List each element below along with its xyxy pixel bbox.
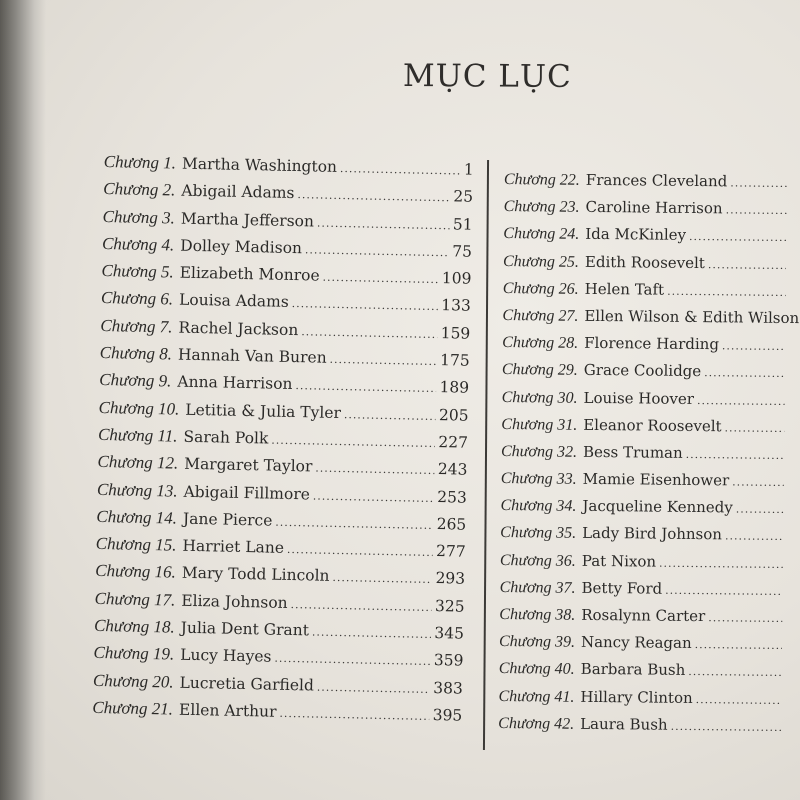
toc-entry xyxy=(499,578,795,608)
page-number: 325 xyxy=(434,596,465,616)
chapter-label: Chương 1. xyxy=(103,152,177,173)
page-number: 175 xyxy=(439,351,470,370)
chapter-title: Jacqueline Kennedy xyxy=(582,497,733,517)
chapter-label: Chương 22. xyxy=(503,170,580,189)
chapter-title: Abigail Adams xyxy=(181,181,295,203)
chapter-title: Lucy Hayes xyxy=(179,646,272,666)
chapter-label: Chương 30. xyxy=(501,388,578,407)
chapter-label: Chương 17. xyxy=(94,588,176,610)
dot-leader xyxy=(665,584,783,598)
toc-entry xyxy=(499,605,795,635)
dot-leader xyxy=(297,188,450,204)
dot-leader xyxy=(313,489,435,505)
page-gutter-shadow xyxy=(0,0,46,800)
chapter-title: Martha Jefferson xyxy=(180,209,315,231)
dot-leader xyxy=(317,680,431,695)
chapter-label: Chương 34. xyxy=(500,497,577,516)
dot-leader xyxy=(317,216,450,232)
chapter-label: Chương 42. xyxy=(498,714,575,733)
dot-leader xyxy=(322,271,438,286)
page-number: 383 xyxy=(433,678,464,698)
page-number: 345 xyxy=(434,624,465,643)
page-number: 243 xyxy=(437,460,468,479)
toc-column-right xyxy=(498,170,800,744)
dot-leader xyxy=(274,652,431,668)
chapter-title: Ellen Arthur xyxy=(178,700,277,721)
chapter-label: Chương 28. xyxy=(502,334,579,352)
chapter-title: Jane Pierce xyxy=(182,509,273,530)
dot-leader xyxy=(329,353,437,368)
page-number: 227 xyxy=(438,433,469,452)
page-number: 51 xyxy=(452,214,473,234)
chapter-label: Chương 14. xyxy=(96,506,178,528)
chapter-label: Chương 38. xyxy=(499,605,576,624)
chapter-label: Chương 26. xyxy=(502,279,579,298)
chapter-title: Pat Nixon xyxy=(581,551,657,571)
dot-leader xyxy=(689,230,786,244)
page-number: 265 xyxy=(436,514,467,534)
chapter-label: Chương 10. xyxy=(98,397,180,419)
chapter-title: Lucretia Garfield xyxy=(179,673,315,695)
page-number: 277 xyxy=(435,542,466,561)
toc-entry xyxy=(502,360,798,390)
chapter-label: Chương 31. xyxy=(501,415,578,434)
dot-leader xyxy=(279,707,429,723)
chapter-label: Chương 5. xyxy=(101,261,174,282)
chapter-title: Eliza Johnson xyxy=(181,591,288,612)
chapter-title: Frances Cleveland xyxy=(585,170,728,191)
dot-leader xyxy=(722,339,785,353)
chapter-title: Letitia & Julia Tyler xyxy=(185,400,342,422)
dot-leader xyxy=(708,258,786,272)
dot-leader xyxy=(686,448,784,462)
toc-entry xyxy=(502,333,798,363)
chapter-title: Harriet Lane xyxy=(182,536,285,558)
toc-entry xyxy=(503,279,799,309)
chapter-label: Chương 36. xyxy=(499,551,576,570)
page-number: 359 xyxy=(433,651,464,670)
chapter-label: Chương 41. xyxy=(498,687,575,706)
chapter-title: Dolley Madison xyxy=(180,236,303,258)
chapter-label: Chương 9. xyxy=(99,370,172,391)
toc-entry xyxy=(498,687,794,717)
page-number: 189 xyxy=(439,378,470,398)
dot-leader xyxy=(332,571,432,586)
chapter-label: Chương 27. xyxy=(502,306,579,325)
toc-entry xyxy=(501,442,797,472)
toc-entry xyxy=(501,415,797,445)
chapter-title: Louise Hoover xyxy=(583,388,695,408)
chapter-title: Bess Truman xyxy=(582,442,683,462)
dot-leader xyxy=(730,176,787,190)
page-number: 395 xyxy=(432,705,463,725)
chapter-label: Chương 24. xyxy=(503,225,580,244)
chapter-title: Margaret Taylor xyxy=(183,455,313,476)
toc-entry xyxy=(500,496,796,526)
dot-leader xyxy=(301,325,438,341)
chapter-title: Nancy Reagan xyxy=(580,633,692,653)
dot-leader xyxy=(287,543,433,559)
toc-entry xyxy=(499,632,795,662)
chapter-title: Abigail Fillmore xyxy=(183,482,311,503)
chapter-label: Chương 40. xyxy=(498,660,575,679)
dot-leader xyxy=(290,598,432,614)
chapter-label: Chương 21. xyxy=(92,697,174,719)
chapter-title: Anna Harrison xyxy=(177,372,293,394)
toc-entry xyxy=(503,252,799,282)
page-number: 293 xyxy=(435,569,466,589)
toc-entry xyxy=(501,469,797,499)
page-number: 133 xyxy=(441,296,472,316)
toc-entry xyxy=(500,551,796,581)
chapter-label: Chương 7. xyxy=(100,315,173,337)
dot-leader xyxy=(708,611,782,625)
chapter-label: Chương 6. xyxy=(100,288,174,309)
chapter-title: Edith Roosevelt xyxy=(584,252,705,272)
chapter-title: Helen Taft xyxy=(584,279,665,299)
dot-leader xyxy=(726,204,787,218)
chapter-title: Hannah Van Buren xyxy=(177,345,327,367)
chapter-label: Chương 11. xyxy=(97,424,178,446)
chapter-label: Chương 2. xyxy=(103,179,176,200)
dot-leader xyxy=(732,475,784,489)
chapter-title: Grace Coolidge xyxy=(583,361,702,381)
page-title: MỤC LỤC xyxy=(402,58,572,95)
toc-entry xyxy=(501,387,797,417)
page-number: 159 xyxy=(440,323,471,343)
chapter-title: Florence Harding xyxy=(584,333,720,354)
chapter-title: Caroline Harrison xyxy=(585,198,723,218)
dot-leader xyxy=(696,693,782,707)
chapter-label: Chương 25. xyxy=(502,252,580,271)
page-number: 25 xyxy=(453,187,474,207)
chapter-title: Hillary Clinton xyxy=(580,687,693,707)
dot-leader xyxy=(736,503,784,516)
page-number: 75 xyxy=(452,242,473,261)
toc-entry xyxy=(503,224,799,254)
dot-leader xyxy=(697,394,785,408)
dot-leader xyxy=(312,626,432,641)
chapter-title: Martha Washington xyxy=(181,154,338,176)
chapter-label: Chương 4. xyxy=(101,233,175,255)
chapter-title: Elizabeth Monroe xyxy=(179,263,320,285)
chapter-title: Rosalynn Carter xyxy=(581,605,706,626)
dot-leader xyxy=(340,162,461,178)
dot-leader xyxy=(315,462,435,477)
page-number: 253 xyxy=(437,487,468,507)
page-number: 205 xyxy=(438,405,469,425)
chapter-label: Chương 19. xyxy=(93,643,175,664)
chapter-title: Ellen Wilson & Edith Wilson xyxy=(584,306,800,328)
chapter-label: Chương 23. xyxy=(503,198,580,216)
dot-leader xyxy=(688,665,782,679)
page-number: 1 xyxy=(463,160,474,179)
toc-column-left xyxy=(92,152,474,733)
dot-leader xyxy=(275,516,434,532)
chapter-label: Chương 37. xyxy=(499,578,576,597)
chapter-label: Chương 16. xyxy=(95,561,177,583)
chapter-title: Louisa Adams xyxy=(178,291,289,312)
chapter-label: Chương 15. xyxy=(95,534,177,555)
chapter-title: Mamie Eisenhower xyxy=(582,469,730,490)
chapter-label: Chương 8. xyxy=(99,343,173,364)
chapter-label: Chương 35. xyxy=(500,524,577,543)
chapter-label: Chương 3. xyxy=(102,206,176,228)
chapter-title: Mary Todd Lincoln xyxy=(181,564,330,586)
dot-leader xyxy=(704,366,785,380)
chapter-title: Eleanor Roosevelt xyxy=(583,415,722,435)
chapter-label: Chương 29. xyxy=(501,361,578,380)
chapter-label: Chương 20. xyxy=(92,670,174,692)
chapter-title: Laura Bush xyxy=(580,714,668,734)
chapter-title: Sarah Polk xyxy=(183,427,269,448)
dot-leader xyxy=(295,379,436,395)
chapter-title: Ida McKinley xyxy=(585,225,687,245)
chapter-title: Lady Bird Johnson xyxy=(582,524,723,544)
page-number: 109 xyxy=(441,269,472,288)
chapter-label: Chương 12. xyxy=(97,452,179,473)
dot-leader xyxy=(667,284,786,298)
dot-leader xyxy=(695,638,782,652)
dot-leader xyxy=(671,720,782,734)
chapter-title: Barbara Bush xyxy=(580,660,686,680)
chapter-title: Betty Ford xyxy=(581,578,663,598)
toc-entry xyxy=(504,170,800,200)
dot-leader xyxy=(305,243,450,259)
toc-entry xyxy=(499,659,795,689)
chapter-title: Julia Dent Grant xyxy=(180,618,310,640)
toc-entry xyxy=(502,306,798,336)
toc-entry xyxy=(500,523,796,553)
dot-leader xyxy=(725,530,783,544)
chapter-label: Chương 39. xyxy=(498,633,576,651)
chapter-label: Chương 33. xyxy=(500,470,577,488)
toc-entry xyxy=(503,197,799,227)
dot-leader xyxy=(659,556,783,570)
dot-leader xyxy=(271,434,435,450)
dot-leader xyxy=(344,408,436,423)
dot-leader xyxy=(292,297,439,313)
chapter-label: Chương 18. xyxy=(93,615,175,637)
dot-leader xyxy=(724,421,784,435)
toc-entry xyxy=(498,714,794,744)
chapter-label: Chương 32. xyxy=(500,442,578,461)
chapter-label: Chương 13. xyxy=(96,479,178,501)
chapter-title: Rachel Jackson xyxy=(178,318,299,339)
